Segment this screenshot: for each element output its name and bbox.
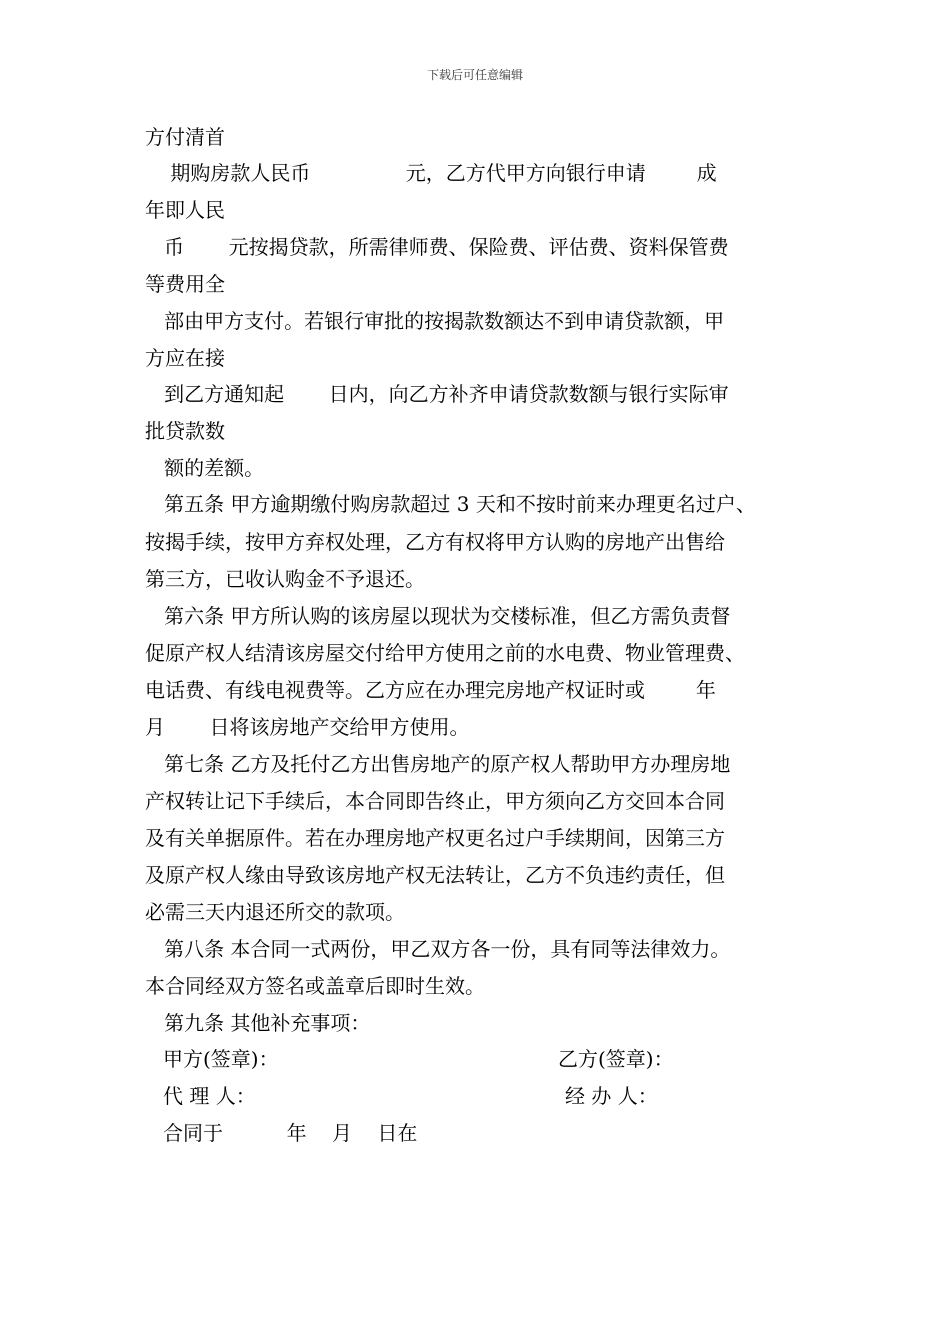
- body-line: 期购房款人民币 元，乙方代甲方向银行申请 成: [145, 161, 717, 185]
- agent-label: 代 理 人：: [163, 1084, 256, 1108]
- body-line: 电话费、有线电视费等。乙方应在办理完房地产权证时或 年: [145, 678, 716, 702]
- body-line: 等费用全: [145, 272, 225, 296]
- body-line: 第三方，已收认购金不予退还。: [145, 567, 425, 591]
- body-line: 第六条 甲方所认购的该房屋以现状为交楼标准，但乙方需负责督: [145, 604, 731, 628]
- body-line: 及有关单据原件。若在办理房地产权更名过户手续期间，因第三方: [145, 826, 725, 850]
- body-line: 第九条 其他补充事项：: [145, 1011, 371, 1035]
- body-line: 方应在接: [145, 346, 225, 370]
- body-line: 产权转让记下手续后，本合同即告终止，甲方须向乙方交回本合同: [145, 789, 725, 813]
- body-line: 币 元按揭贷款，所需律师费、保险费、评估费、资料保管费: [145, 235, 729, 259]
- page-header-note: 下载后可任意编辑: [426, 68, 523, 82]
- body-line: 必需三天内退还所交的款项。: [145, 900, 405, 924]
- handler-label: 经 办 人：: [565, 1084, 658, 1108]
- body-line: 部由甲方支付。若银行审批的按揭款数额达不到申请贷款额，甲: [145, 309, 725, 333]
- body-line: 第五条 甲方逾期缴付购房款超过 3 天和不按时前来办理更名过户、: [145, 492, 756, 516]
- contract-date-line: 合同于 年 月 日在: [163, 1121, 418, 1145]
- body-line: 方付清首: [145, 125, 225, 149]
- body-line: 按揭手续，按甲方弃权处理，乙方有权将甲方认购的房地产出售给: [145, 530, 725, 554]
- body-line: 及原产权人缘由导致该房地产权无法转让，乙方不负违约责任，但: [145, 863, 725, 887]
- body-line: 促原产权人结清该房屋交付给甲方使用之前的水电费、物业管理费、: [145, 641, 745, 665]
- body-line: 本合同经双方签名或盖章后即时生效。: [145, 974, 485, 998]
- body-line: 额的差额。: [145, 456, 265, 480]
- body-line: 年即人民: [145, 198, 225, 222]
- body-line: 到乙方通知起 日内，向乙方补齐申请贷款数额与银行实际审: [145, 382, 729, 406]
- body-line: 批贷款数: [145, 419, 225, 443]
- party-b-signature-label: 乙方(签章)：: [558, 1047, 674, 1071]
- body-line: 第七条 乙方及托付乙方出售房地产的原产权人帮助甲方办理房地: [145, 752, 731, 776]
- body-line: 第八条 本合同一式两份，甲乙双方各一份，具有同等法律效力。: [145, 937, 731, 961]
- body-line: 月 日将该房地产交给甲方使用。: [145, 715, 470, 739]
- party-a-signature-label: 甲方(签章)：: [163, 1047, 279, 1071]
